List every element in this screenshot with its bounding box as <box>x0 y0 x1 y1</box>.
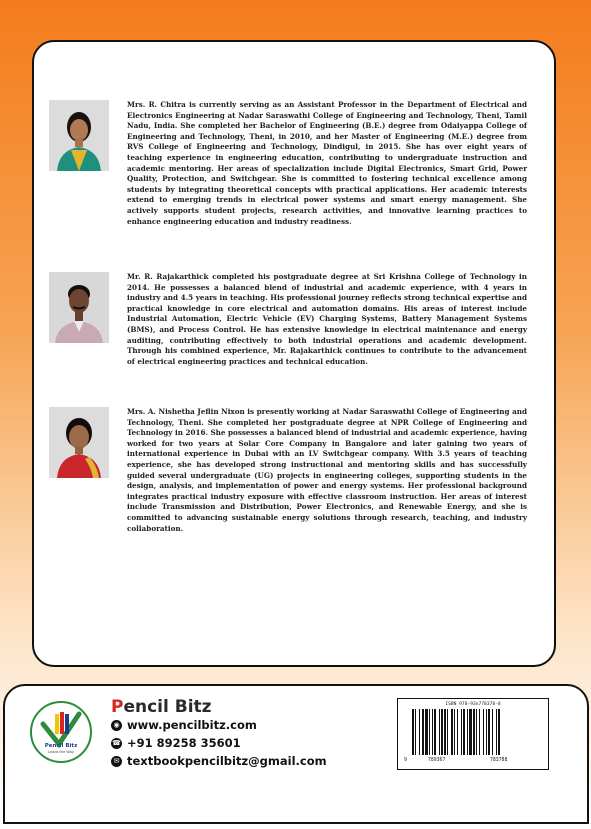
barcode-bar <box>434 709 436 755</box>
brand-name: Pencil Bitz <box>111 697 212 717</box>
website-link[interactable] <box>111 718 257 732</box>
logo-text: Pencil Bitz <box>44 743 78 749</box>
publisher-footer <box>3 684 589 824</box>
barcode-bar <box>415 709 416 755</box>
pencil-bitz-logo <box>29 700 93 764</box>
email-icon: ✉ <box>111 756 122 767</box>
barcode-bar <box>429 709 430 755</box>
barcode-bar <box>447 709 448 755</box>
barcode-bar <box>479 709 480 755</box>
website-text: www.pencilbitz.com <box>127 718 257 732</box>
barcode-digits-mid: 789367 <box>428 758 446 763</box>
bio-text-chitra: Mrs. R. Chitra is currently serving as an Assistant Professor in the Department of Electrical and Electronics Engineering at Nadar Saraswathi College of Engineering and Technology, Theni, Tamil Nadu, India. She completed her Bachelor of Engineering (B.E.) degree from Odaiyappa College of Engineering and Technology, Theni, in 2010, and her Master of Engineering (M.E.) degree from RVS College of Engineering and Technology, Dindigul, in 2015. She has over eight years of teaching experience in engineering education, contributing to undergraduate instruction and academic mentoring. Her areas of specialization include Digital Electronics, Smart Grid, Power Quality, Protection, and Switchgear. She is committed to fostering technical excellence among students by integrating theoretical concepts with practical applications. Her academic interests extend to emerging trends in electrical power systems and smart energy management. She actively supports student projects, research activities, and innovative learning practices to enhance engineering education and industry readiness. <box>127 100 527 226</box>
barcode-bar <box>422 709 424 755</box>
barcode-bar <box>498 709 500 755</box>
barcode-bar <box>476 709 477 755</box>
barcode-digit-left: 9 <box>404 758 407 763</box>
barcode-bar <box>483 709 484 755</box>
barcode-bar <box>441 709 443 755</box>
isbn-barcode <box>397 698 549 770</box>
email-text: textbookpencilbitz@gmail.com <box>127 754 327 768</box>
phone-text: +91 89258 35601 <box>127 736 241 750</box>
barcode-bar <box>444 709 446 755</box>
bio-text-rajakarthick: Mr. R. Rajakarthick completed his postgraduate degree at Sri Krishna College of Technology in 2014. He possesses a balanced blend of industrial and academic experience, with 4 years in industry and 4.5 years in teaching. His professional journey reflects strong technical expertise and practical knowledge in core electrical and automation domains. His areas of interest include Industrial Automation, Electric Vehicle (EV) Charging Systems, Battery Management Systems (BMS), and Process Control. He has extensive knowledge in electrical maintenance and energy auditing, contributing effectively to both industrial operations and academic development. Through his combined experience, Mr. Rajakarthick continues to contribute to the advancement of electrical engineering practices and technical education. <box>127 272 527 366</box>
email-link[interactable] <box>111 754 327 768</box>
barcode-bar <box>496 709 497 755</box>
barcode-bar <box>451 709 453 755</box>
barcode-digits-right: 783788 <box>490 758 508 763</box>
barcode-bar <box>488 709 490 755</box>
barcode-bar <box>457 709 458 755</box>
barcode-bar <box>467 709 468 755</box>
barcode-bar <box>486 709 487 755</box>
barcode-bar <box>473 709 475 755</box>
author-photo-nishetha <box>49 407 109 478</box>
phone-link[interactable] <box>111 736 241 750</box>
bio-text-nishetha: Mrs. A. Nishetha Jeflin Nixon is presently working at Nadar Saraswathi College of Engineering and Technology, Theni. She completed her postgraduate degree at NPR College of Engineering and Technology in 2016. She possesses a balanced blend of industrial and academic experience, having worked for two years at Solar Core Company in Bangalore and later gaining two years of international experience in Dubai with an LV Switchgear company. With 3.5 years of teaching experience, she has developed strong instructional and mentoring skills and has successfully guided several undergraduate (UG) projects in engineering colleges, supporting students in the design, analysis, and implementation of power and energy systems. Her professional background integrates practical industry exposure with effective classroom instruction. Her areas of interest include Transmission and Distribution, Power Electronics, and Renewable Energy, and she is committed to advancing sustainable energy solutions through research, teaching, and industry collaboration. <box>127 407 527 533</box>
barcode-bar <box>425 709 428 755</box>
barcode-bar <box>419 709 420 755</box>
author-photo-chitra <box>49 100 109 171</box>
author-bio-card <box>32 40 556 667</box>
author-photo-rajakarthick <box>49 272 109 343</box>
barcode-bar <box>469 709 472 755</box>
phone-icon: ☎ <box>112 738 121 747</box>
barcode-bar <box>432 709 433 755</box>
logo-tagline: Leads the Way <box>48 750 74 754</box>
isbn-text: ISBN 978-93n778378-8 <box>445 702 501 707</box>
barcode-bar <box>461 709 462 755</box>
barcode-bar <box>463 709 465 755</box>
barcode-bars <box>412 709 536 755</box>
barcode-bar <box>454 709 455 755</box>
barcode-bar <box>439 709 440 755</box>
barcode-bar <box>412 709 414 755</box>
globe-icon: ◉ <box>111 720 122 731</box>
barcode-bar <box>492 709 493 755</box>
